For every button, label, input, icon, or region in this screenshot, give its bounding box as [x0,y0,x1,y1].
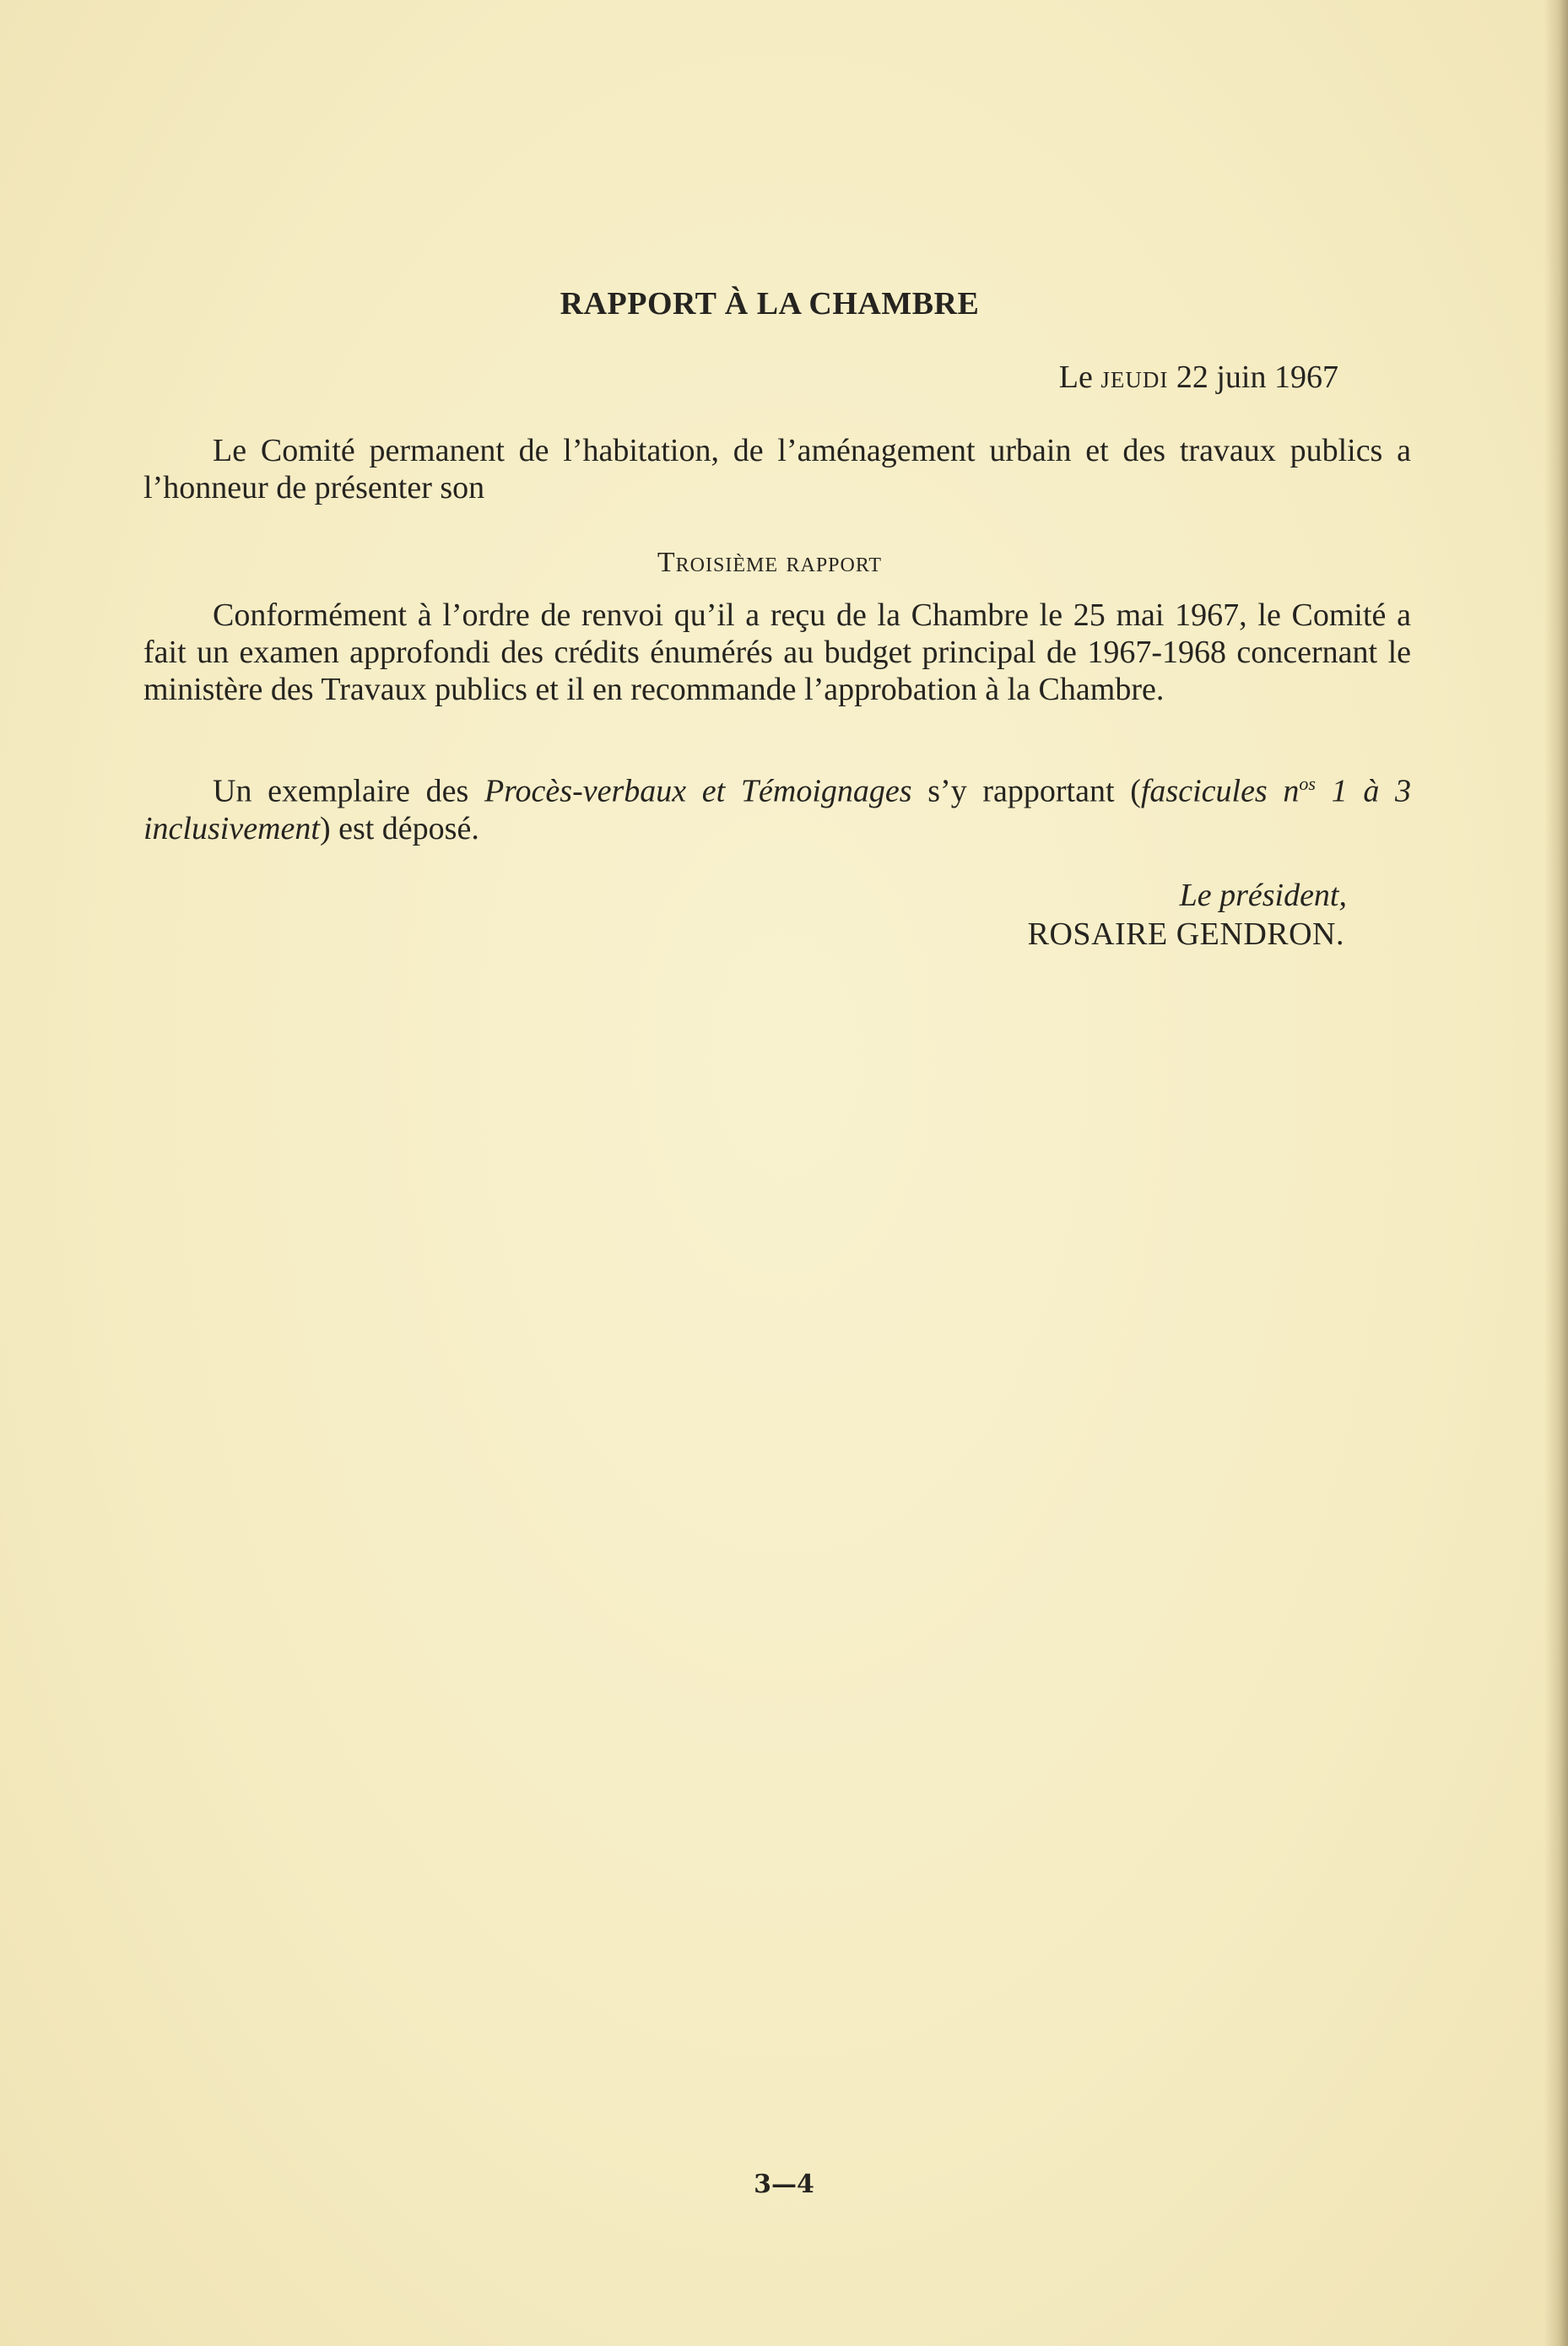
report-heading: Troisième rapport [657,547,883,578]
intro-text: Le Comité permanent de l’habitation, de l’aménagement urbain et des travaux publics a l’honneur de présenter son [143,433,1411,505]
body-paragraph-1 [143,597,1411,708]
page-number: 3—4 [754,2170,814,2199]
body-paragraph-2 [143,765,1411,847]
p2-italic-fascicules: fascicules n [1140,773,1300,809]
intro-paragraph [143,432,1411,506]
p2-middle: s’y rapportant ( [927,773,1141,809]
signature-role: Le président, [1179,878,1347,913]
signature-name: ROSAIRE GENDRON. [1027,916,1344,952]
date-prefix: Le [1058,359,1093,395]
body-paragraph-1-text: Conformément à l’ordre de renvoi qu’il a reçu de la Chambre le 25 mai 1967, le Comité a fait un examen approfondi des crédits énumérés au budget principal de 1967-1968 concernant le ministère des Travaux publics et il en recommande l’approbation à la Chambre. [143,597,1411,707]
p2-italic-range: 1 à 3 inclusivement [143,773,1412,846]
p2-superscript: os [1299,773,1316,794]
p2-italic-title: Procès-verbaux et Témoignages [484,773,912,809]
report-date [1059,359,1338,396]
p2-before: Un exemplaire des [213,773,469,809]
p2-after: ) est déposé. [319,810,479,846]
document-title: RAPPORT À LA CHAMBRE [560,286,980,322]
date-weekday: jeudi [1100,359,1169,395]
date-rest: 22 juin 1967 [1176,359,1338,395]
